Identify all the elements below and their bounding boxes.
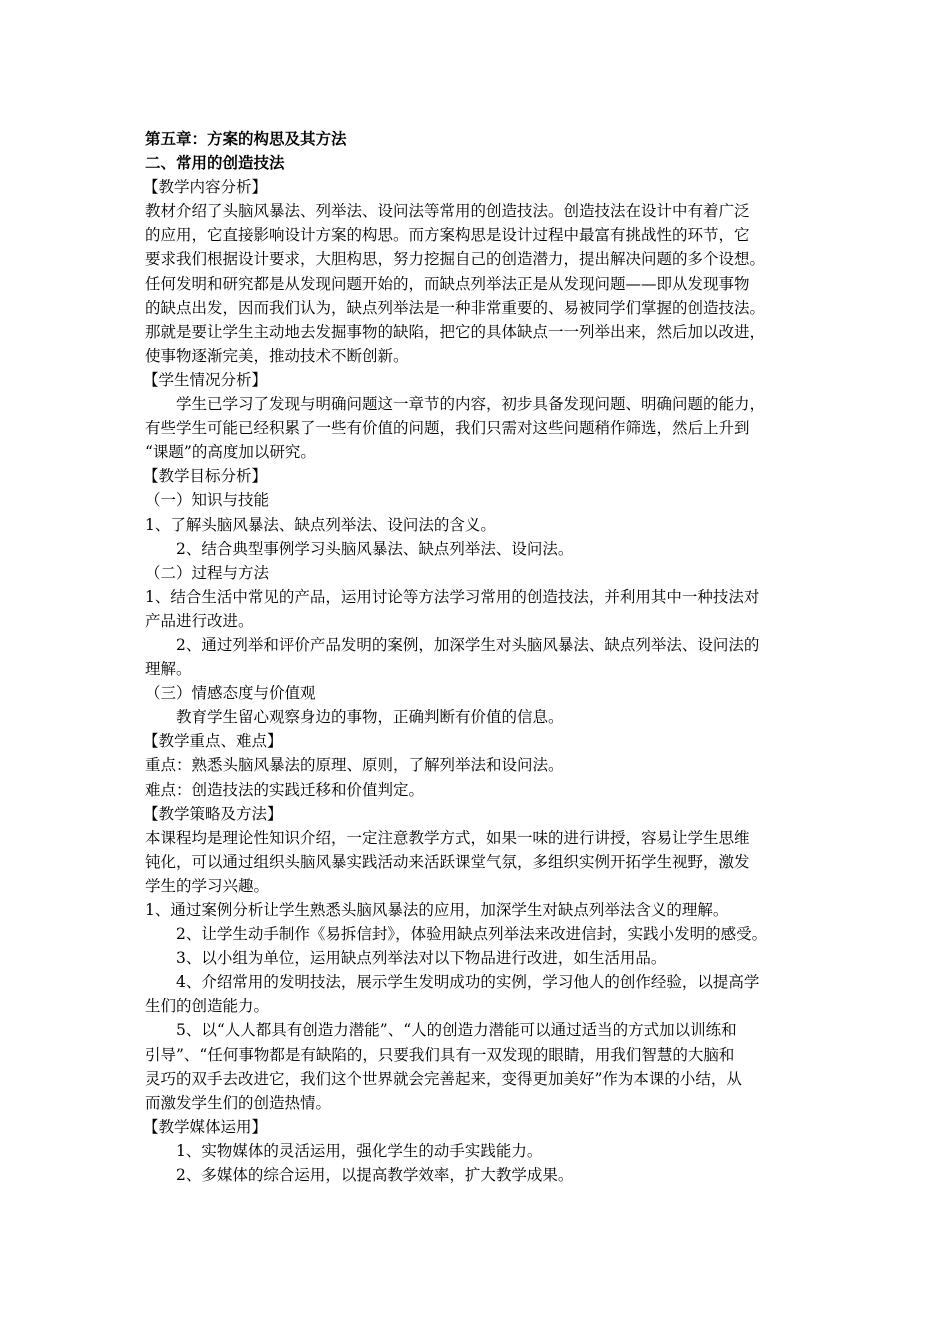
paragraph-line: 有些学生可能已经积累了一些有价值的问题，我们只需对这些问题稍作筛选，然后上升到 <box>145 419 750 438</box>
strategy-heading: 【教学策略及方法】 <box>143 804 283 823</box>
document-page <box>145 127 817 1187</box>
subsection-title: （二）过程与方法 <box>145 563 270 582</box>
key-points-heading: 【教学重点、难点】 <box>143 732 283 751</box>
paragraph-line: 的应用，它直接影响设计方案的构思。而方案构思是设计过程中最富有挑战性的环节，它 <box>145 226 750 245</box>
list-item: 而激发学生们的创造热情。 <box>145 1093 332 1112</box>
content-analysis-heading: 【教学内容分析】 <box>143 178 268 197</box>
student-analysis-heading: 【学生情况分析】 <box>143 370 268 389</box>
list-item: 引导”、“任何事物都是有缺陷的，只要我们具有一双发现的眼睛，用我们智慧的大脑和 <box>145 1045 735 1064</box>
paragraph-line: 本课程均是理论性知识介绍，一定注意教学方式，如果一味的进行讲授，容易让学生思维 <box>145 828 750 847</box>
list-item: 1、实物媒体的灵活运用，强化学生的动手实践能力。 <box>176 1141 543 1160</box>
list-item: 2、通过列举和评价产品发明的案例，加深学生对头脑风暴法、缺点列举法、设问法的 <box>176 635 760 654</box>
paragraph-line: 的缺点出发，因而我们认为，缺点列举法是一种非常重要的、易被同学们掌握的创造技法。 <box>145 298 766 317</box>
section-title: 二、常用的创造技法 <box>145 154 285 173</box>
paragraph-line: 那就是要让学生主动地去发掘事物的缺陷，把它的具体缺点一一列举出来，然后加以改进， <box>145 322 766 341</box>
paragraph-line: 重点：熟悉头脑风暴法的原理、原则，了解列举法和设问法。 <box>145 756 564 775</box>
paragraph-line: 教材介绍了头脑风暴法、列举法、设问法等常用的创造技法。创造技法在设计中有着广泛 <box>145 202 750 221</box>
list-item: 1、通过案例分析让学生熟悉头脑风暴法的应用，加深学生对缺点列举法含义的理解。 <box>145 901 729 919</box>
paragraph-line: 学生已学习了发现与明确问题这一章节的内容，初步具备发现问题、明确问题的能力， <box>176 395 766 414</box>
list-item: 2、多媒体的综合运用，以提高教学效率，扩大教学成果。 <box>176 1166 574 1185</box>
list-item: 3、以小组为单位，运用缺点列举法对以下物品进行改进，如生活用品。 <box>176 949 667 968</box>
paragraph-line: 要求我们根据设计要求，大胆构思，努力挖掘自己的创造潜力，提出解决问题的多个设想。 <box>145 250 766 269</box>
paragraph-line: 钝化，可以通过组织头脑风暴实践活动来活跃课堂气氛，多组织实例开拓学生视野，激发 <box>145 852 750 871</box>
list-item: 产品进行改进。 <box>145 611 254 630</box>
list-item: 灵巧的双手去改进它，我们这个世界就会完善起来，变得更加美好”作为本课的小结，从 <box>145 1069 742 1088</box>
paragraph-line: 使事物逐渐完美，推动技术不断创新。 <box>145 346 409 365</box>
paragraph-line: 学生的学习兴趣。 <box>145 876 270 895</box>
paragraph-line: “课题”的高度加以研究。 <box>145 443 316 462</box>
objectives-heading: 【教学目标分析】 <box>143 467 268 486</box>
subsection-title: （三）情感态度与价值观 <box>145 684 316 703</box>
list-item: 2、结合典型事例学习头脑风暴法、缺点列举法、设问法。 <box>176 539 574 558</box>
list-item: 1、了解头脑风暴法、缺点列举法、设问法的含义。 <box>145 515 496 534</box>
chapter-title: 第五章：方案的构思及其方法 <box>145 130 347 148</box>
list-item: 生们的创造能力。 <box>145 997 270 1016</box>
list-item: 4、介绍常用的发明技法，展示学生发明成功的实例，学习他人的创作经验，以提高学 <box>176 973 760 992</box>
list-item: 理解。 <box>145 660 192 679</box>
subsection-title: （一）知识与技能 <box>145 491 270 510</box>
list-item: 1、结合生活中常见的产品，运用讨论等方法学习常用的创造技法，并利用其中一种技法对 <box>145 587 760 606</box>
list-item: 5、以“人人都具有创造力潜能”、“人的创造力潜能可以通过适当的方式加以训练和 <box>176 1021 737 1040</box>
list-item: 2、让学生动手制作《易拆信封》，体验用缺点列举法来改进信封，实践小发明的感受。 <box>176 925 768 944</box>
paragraph-line: 教育学生留心观察身边的事物，正确判断有价值的信息。 <box>176 708 564 727</box>
paragraph-line: 难点：创造技法的实践迁移和价值判定。 <box>145 780 425 799</box>
media-heading: 【教学媒体运用】 <box>143 1117 268 1136</box>
paragraph-line: 任何发明和研究都是从发现问题开始的，而缺点列举法正是从发现问题——即从发现事物 <box>145 274 750 293</box>
